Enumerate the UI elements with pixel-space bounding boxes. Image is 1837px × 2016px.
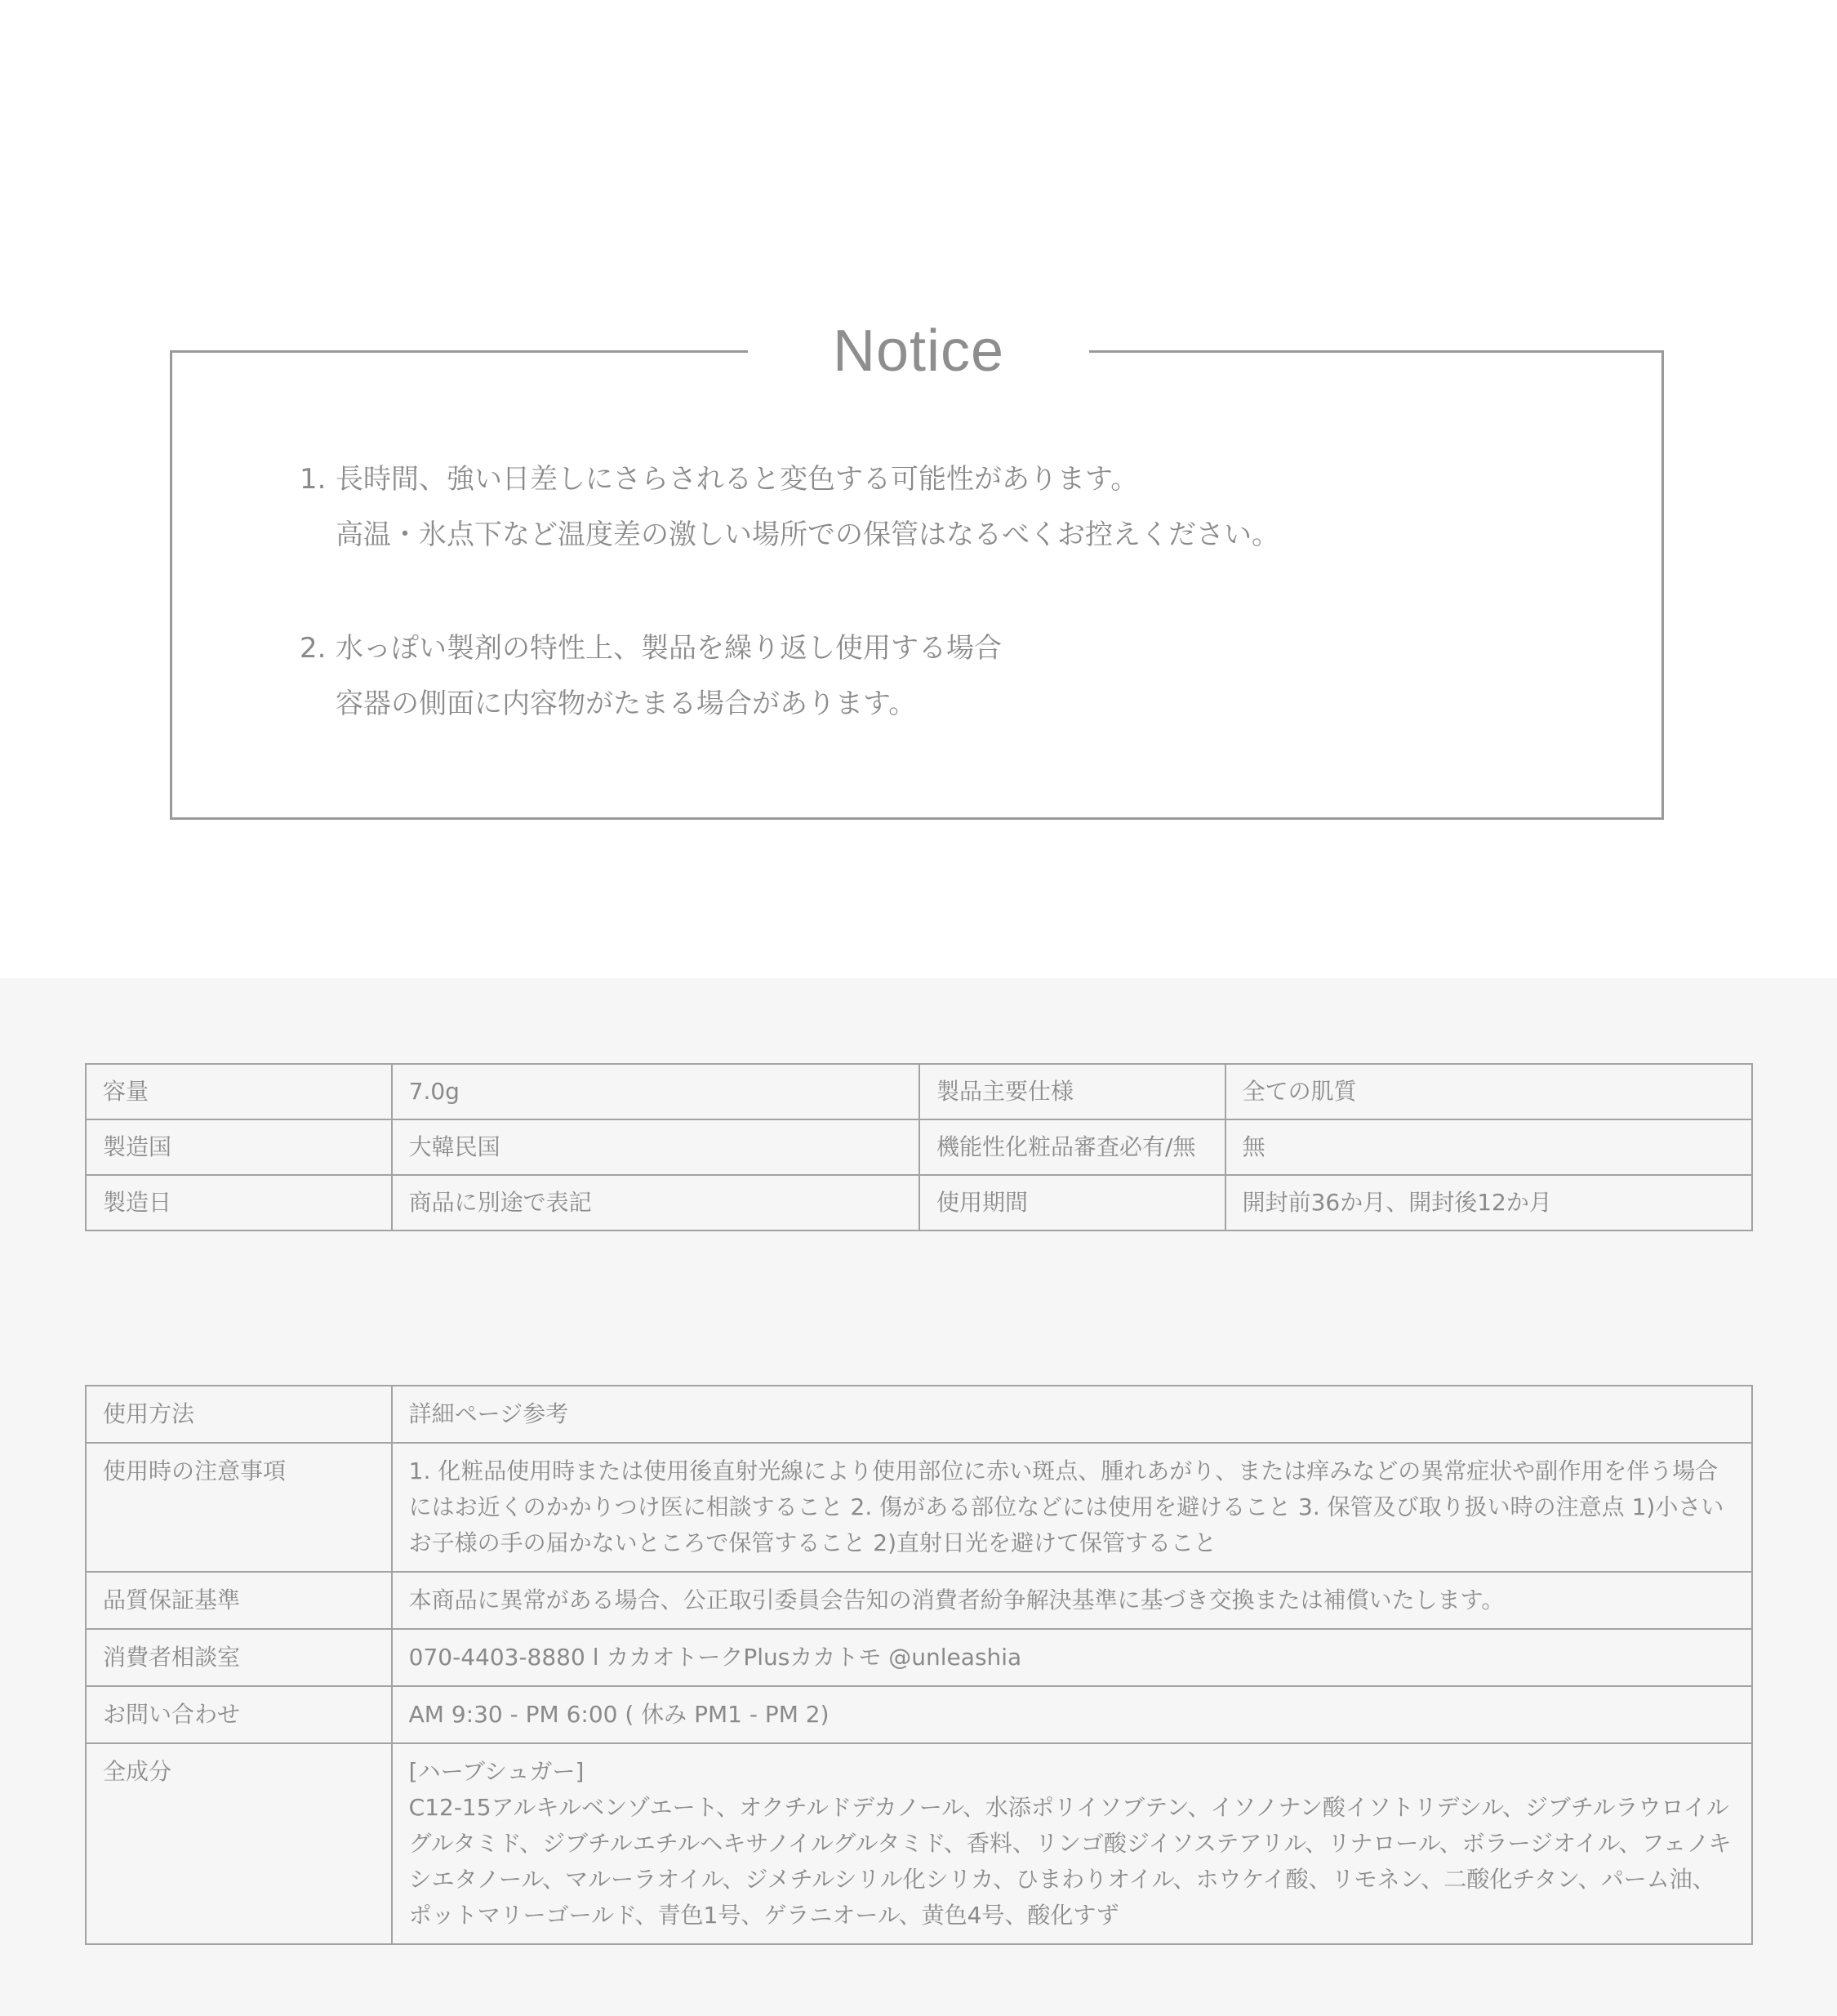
notice-item-1-line1: [300, 452, 1279, 507]
spec-value: 7.0g: [392, 1064, 919, 1119]
notice-item-1: [300, 452, 1279, 563]
notice-item-text: 長時間、強い日差しにさらされると変色する可能性があります。: [336, 463, 1139, 496]
detail-value: 詳細ページ参考: [392, 1386, 1752, 1443]
spec-table: [85, 1063, 1753, 1231]
table-row: [86, 1119, 1752, 1175]
detail-label: 使用時の注意事項: [86, 1443, 392, 1572]
detail-label: お問い合わせ: [86, 1686, 392, 1743]
detail-value: AM 9:30 - PM 6:00 ( 休み PM1 - PM 2): [392, 1686, 1752, 1743]
table-row: [86, 1386, 1752, 1443]
ingredients-title: [ハーブシュガー]: [408, 1758, 585, 1785]
spec-value: 商品に別途で表記: [392, 1175, 919, 1231]
ingredients-list: C12-15アルキルベンゾエート、オクチルドデカノール、水添ポリイソブテン、イソノナン酸イソトリデシル、ジブチルラウロイルグルタミド、ジブチルエチルヘキサノイルグルタミド、香料、リンゴ酸ジイソステアリル、リナロール、ボラージオイル、フェノキシエタノール、マルーラオイル、ジメチルシリル化シリカ、ひまわりオイル、ホウケイ酸、リモネン、二酸化チタン、パーム油、ポットマリーゴールド、青色1号、ゲラニオール、黄色4号、酸化すず: [408, 1794, 1732, 1929]
spec-value: 大韓民国: [392, 1119, 919, 1175]
spec-value: 開封前36か月、開封後12か月: [1225, 1175, 1752, 1231]
detail-value-ingredients: [392, 1743, 1752, 1944]
table-row: [86, 1443, 1752, 1572]
spec-value: 全ての肌質: [1225, 1064, 1752, 1119]
detail-value: 本商品に異常がある場合、公正取引委員会告知の消費者紛争解決基準に基づき交換または補償いたします。: [392, 1572, 1752, 1629]
spec-label: 使用期間: [919, 1175, 1225, 1231]
detail-label: 全成分: [86, 1743, 392, 1944]
notice-item-number: 2.: [300, 632, 327, 665]
notice-item-2-line1: [300, 621, 1002, 676]
spec-label: 製造国: [86, 1119, 392, 1175]
spec-label: 機能性化粧品審査必有/無: [919, 1119, 1225, 1175]
notice-box: [170, 350, 1664, 820]
spec-label: 製品主要仕様: [919, 1064, 1225, 1119]
notice-item-number: 1.: [300, 463, 327, 496]
spec-label: 容量: [86, 1064, 392, 1119]
detail-value: 1. 化粧品使用時または使用後直射光線により使用部位に赤い斑点、腫れあがり、または痒みなどの異常症状や副作用を伴う場合にはお近くのかかりつけ医に相談すること 2. 傷がある部位などには使用を避けること 3. 保管及び取り扱い時の注意点 1)小さいお子様の手の届かないところで保管すること 2)直射日光を避けて保管すること: [392, 1443, 1752, 1572]
table-row: [86, 1743, 1752, 1944]
notice-item-1-line2: 高温・氷点下など温度差の激しい場所での保管はなるべくお控えください。: [336, 518, 1279, 551]
spec-value: 無: [1225, 1119, 1752, 1175]
notice-item-2: [300, 621, 1002, 732]
notice-title: Notice: [748, 310, 1089, 392]
detail-label: 使用方法: [86, 1386, 392, 1443]
detail-table: [85, 1385, 1753, 1945]
table-row: [86, 1064, 1752, 1119]
notice-item-text: 水っぽい製剤の特性上、製品を繰り返し使用する場合: [336, 632, 1002, 665]
table-row: [86, 1686, 1752, 1743]
notice-section: [0, 0, 1837, 978]
detail-label: 品質保証基準: [86, 1572, 392, 1629]
detail-label: 消費者相談室: [86, 1629, 392, 1686]
spec-label: 製造日: [86, 1175, 392, 1231]
table-row: [86, 1572, 1752, 1629]
table-row: [86, 1175, 1752, 1231]
table-row: [86, 1629, 1752, 1686]
notice-item-2-line2: 容器の側面に内容物がたまる場合があります。: [336, 688, 917, 720]
detail-value: 070-4403-8880 l カカオトークPlusカカトモ @unleashia: [392, 1629, 1752, 1686]
